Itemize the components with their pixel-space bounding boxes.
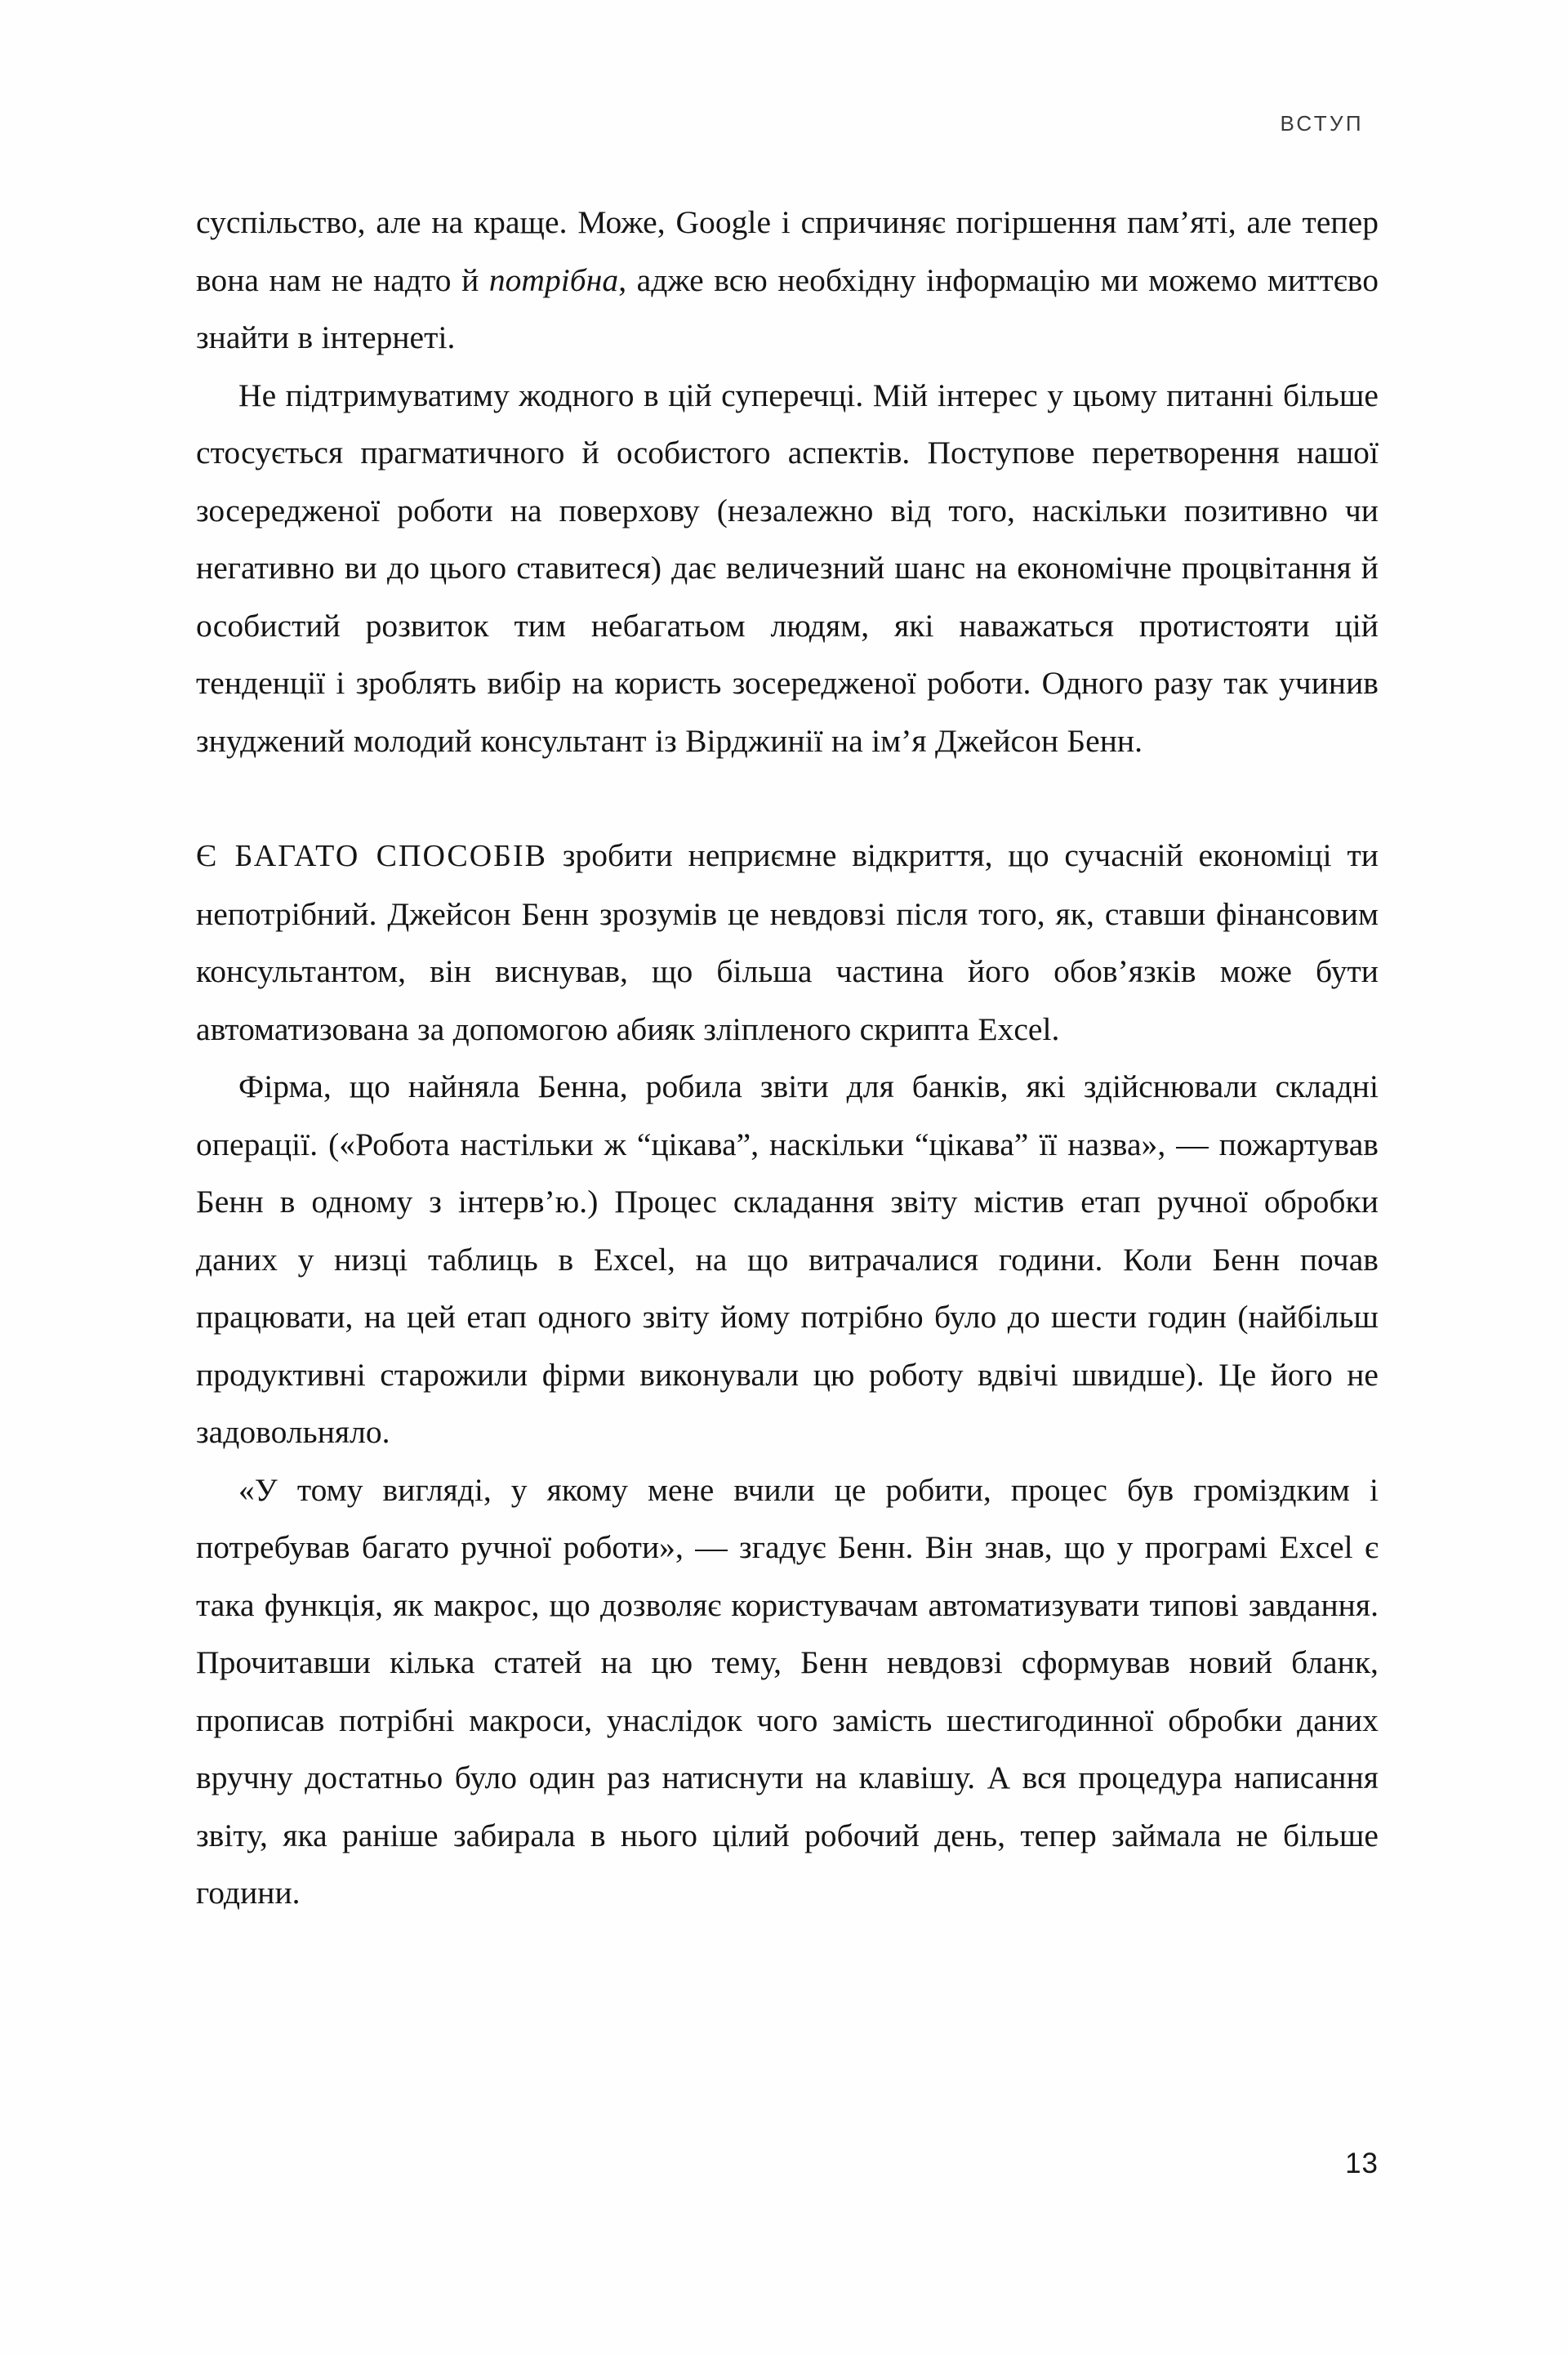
- paragraph-4: [196, 1058, 1379, 1461]
- paragraph-text-tail: , адже всю необхідну інформацію ми можемо миттєво знайти в інтернеті.: [196, 261, 1379, 355]
- emphasis-italic: потрібна: [488, 261, 619, 298]
- small-caps-lead-in: Є БАГАТО СПОСОБІВ: [196, 839, 547, 873]
- paragraph-3-section-opening: [196, 827, 1379, 1058]
- paragraph-text-lead: суспільство, але на краще. Може, Google і спричиняє погіршення пам’яті, але тепер вона нам не надто й: [196, 204, 1379, 298]
- paragraph-text: зробити неприємне відкриття, що сучасній економіці ти непотрібний. Джейсон Бенн зрозумів це невдовзі після того, як, ставши фінансовим консультантом, він виснував, що більша частина його обов’язків може бути автоматизована за допомогою абияк зліпленого скрипта Excel.: [196, 837, 1379, 1047]
- running-head: ВСТУП: [1280, 111, 1364, 136]
- paragraph-text: Фірма, що найняла Бенна, робила звіти для банків, які здійснювали складні операції. («Робота настільки ж “цікава”, наскільки “цікава” її назва», — пожартував Бенн в одному з інтерв’ю.) Процес складання звіту містив етап ручної обробки даних у низці таблиць в Excel, на що витрачалися години. Коли Бенн почав працювати, на цей етап одного звіту йому потрібно було до шести годин (найбільш продуктивні старожили фірми виконували цю роботу вдвічі швидше). Це його не задовольняло.: [196, 1068, 1379, 1450]
- paragraph-2: [196, 367, 1379, 770]
- paragraph-continuation: [196, 194, 1379, 367]
- paragraph-text: «У тому вигляді, у якому мене вчили це робити, процес був громіздким і потребував багато ручної роботи», — згадує Бенн. Він знав, що у програмі Excel є така функція, як макрос, що дозволяє користувачам автоматизувати типові завдання. Прочитавши кілька статей на цю тему, Бенн невдовзі сформував новий бланк, прописав потрібні макроси, унаслідок чого замість шестигодинної обробки даних вручну достатньо було один раз натиснути на клавішу. А вся процедура написання звіту, яка раніше забирала в нього цілий робочий день, тепер займала не більше години.: [196, 1471, 1379, 1911]
- paragraph-5: [196, 1461, 1379, 1922]
- paragraph-text: Не підтримуватиму жодного в цій суперечці. Мій інтерес у цьому питанні більше стосується прагматичного й особистого аспектів. Поступове перетворення нашої зосередженої роботи на поверхову (незалежно від того, наскільки позитивно чи негативно ви до цього ставитеся) дає величезний шанс на економічне процвітання й особистий розвиток тим небагатьом людям, які наважаться протистояти цій тенденції і зроблять вибір на користь зосередженої роботи. Одного разу так учинив знуджений молодий консультант із Вірджинії на ім’я Джейсон Бенн.: [196, 377, 1379, 759]
- text-block: [196, 194, 1379, 1922]
- page-number: 13: [1345, 2148, 1379, 2179]
